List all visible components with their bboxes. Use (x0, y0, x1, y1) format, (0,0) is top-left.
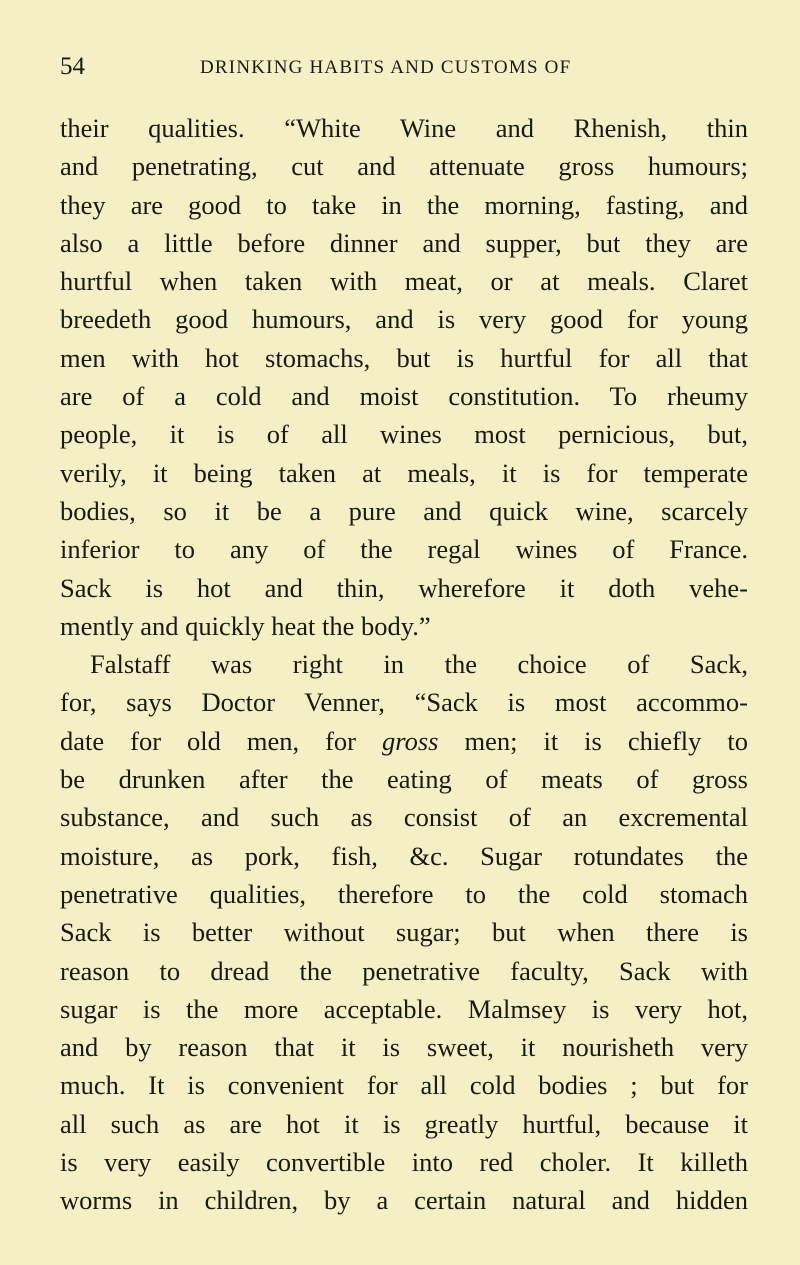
body-text (60, 109, 748, 1220)
text-fragment: date for old men, for (60, 725, 357, 756)
text-line: and by reason that it is sweet, it nourisheth very (60, 1032, 748, 1063)
text-line: also a little before dinner and supper, but they are (60, 227, 748, 258)
text-line: Sack is hot and thin, wherefore it doth vehe- (60, 572, 748, 603)
italic-word: gross (382, 725, 439, 756)
text-line: substance, and such as consist of an excremental (60, 802, 748, 833)
text-line: men with hot stomachs, but is hurtful for all that (60, 342, 748, 373)
text-fragment: men; it is chiefly to (464, 725, 749, 756)
text-line: penetrative qualities, therefore to the cold stomach (60, 878, 748, 909)
text-line: breedeth good humours, and is very good for young (60, 304, 748, 335)
running-head (60, 52, 750, 82)
text-line: is very easily convertible into red choler. It killeth (60, 1147, 748, 1178)
text-line: sugar is the more acceptable. Malmsey is very hot, (60, 993, 748, 1024)
text-line: are of a cold and moist constitution. To rheumy (60, 381, 748, 412)
text-line: and penetrating, cut and attenuate gross humours; (60, 151, 748, 182)
text-line: for, says Doctor Venner, “Sack is most accommo- (60, 687, 748, 718)
running-title: DRINKING HABITS AND CUSTOMS OF (200, 57, 572, 78)
text-line: they are good to take in the morning, fasting, and (60, 189, 748, 220)
text-line: moisture, as pork, fish, &c. Sugar rotundates the (60, 840, 748, 871)
text-line: Sack is better without sugar; but when there is (60, 917, 748, 948)
text-line: hurtful when taken with meat, or at meals. Claret (60, 266, 748, 297)
text-line: mently and quickly heat the body.” (60, 610, 431, 641)
text-line: reason to dread the penetrative faculty, Sack with (60, 955, 748, 986)
text-line: their qualities. “White Wine and Rhenish, thin (60, 113, 748, 143)
text-line: all such as are hot it is greatly hurtful, because it (60, 1108, 748, 1139)
text-line: people, it is of all wines most pernicious, but, (60, 419, 748, 450)
text-line: verily, it being taken at meals, it is for temperate (60, 457, 748, 488)
page-number: 54 (60, 53, 85, 80)
text-line: inferior to any of the regal wines of France. (60, 534, 748, 565)
text-line: Falstaff was right in the choice of Sack, (90, 649, 748, 680)
text-line-with-italic (60, 722, 748, 760)
text-line: be drunken after the eating of meats of gross (60, 764, 748, 795)
text-line: worms in children, by a certain natural and hidden (60, 1185, 748, 1216)
text-line: much. It is convenient for all cold bodies ; but for (60, 1070, 748, 1101)
text-line: bodies, so it be a pure and quick wine, scarcely (60, 495, 748, 526)
